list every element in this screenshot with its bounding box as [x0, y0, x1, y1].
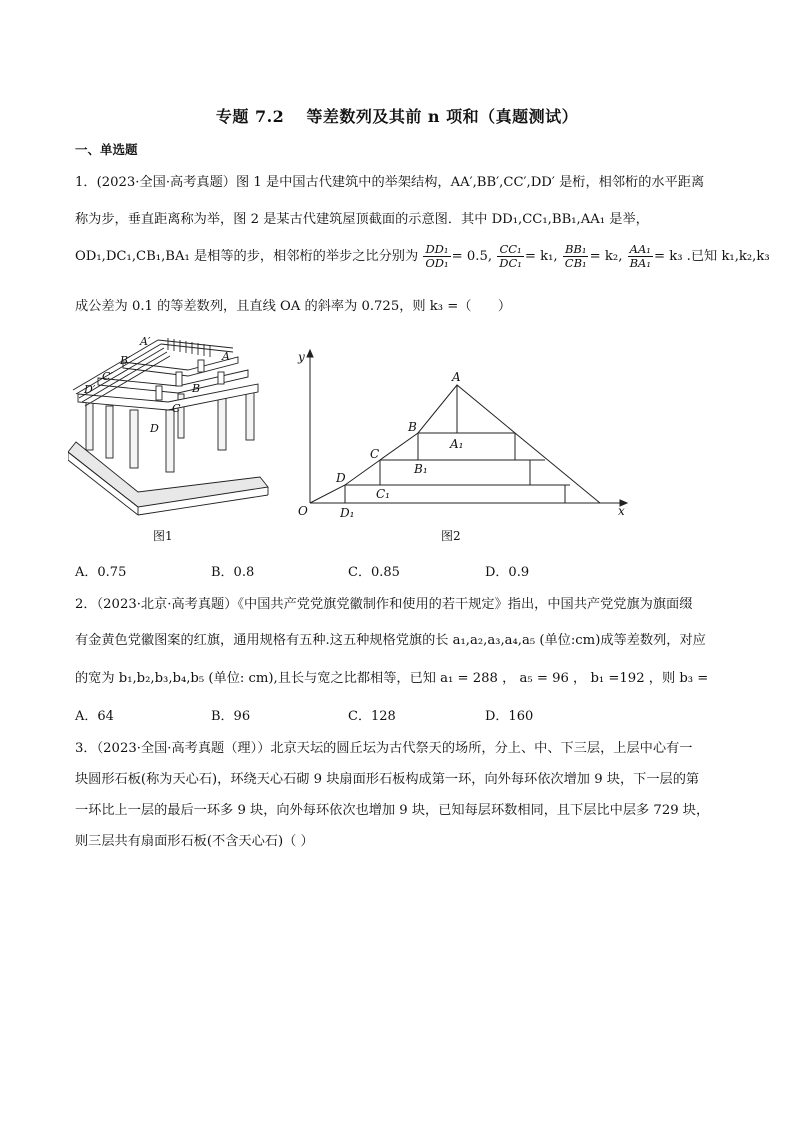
q1-line-1: 1．(2023·全国·高考真题）图 1 是中国古代建筑中的举架结构，AA′,BB′,CC′,DD′ 是桁，相邻桁的水平距离	[75, 175, 705, 190]
q1-choice-c[interactable]: C．0.85	[348, 565, 400, 580]
q2-line-3: 的宽为 b₁,b₂,b₃,b₄,b₅ (单位: cm),且长与宽之比都相等，已知 a₁ = 288 ， a₅ = 96 ， b₁ =192 ，则 b₃ =	[75, 671, 709, 686]
fig2-label-b: B	[408, 420, 417, 434]
fraction-4: $\frac{\text{AA₁}}{\text{BA₁}}$	[629, 242, 651, 270]
q2-line-2: 有金黄色党徽图案的红旗，通用规格有五种.这五种规格党旗的长 a₁,a₂,a₃,a₄,a₅ (单位:cm)成等差数列，对应	[75, 633, 706, 648]
q1-choice-a[interactable]: A．0.75	[75, 565, 127, 580]
fig2-label-y: y	[298, 350, 305, 364]
title-text: 等差数列及其前 n 项和（真题测试）	[306, 107, 579, 126]
q1-line-4: 成公差为 0.1 的等差数列，且直线 OA 的斜率为 0.725，则 k₃ =（ ）	[75, 299, 512, 314]
q2-choice-d[interactable]: D．160	[485, 709, 534, 724]
fig1-label-d-prime: D′	[84, 383, 96, 396]
q3-line-1: 3．（2023·全国·高考真题（理））北京天坛的圆丘坛为古代祭天的场所，分上、中、下三层，上层中心有一	[75, 741, 693, 756]
q3-line-3: 一环比上一层的最后一环多 9 块，向外每环依次也增加 9 块，已知每层环数相同，且下层比中层多 729 块，	[75, 803, 710, 818]
fig2-label-origin: O	[298, 504, 308, 518]
fig1-label-d: D	[150, 422, 159, 435]
q2-line-1: 2．（2023·北京·高考真题）《中国共产党党旗党徽制作和使用的若干规定》指出，中国共产党党旗为旗面缀	[75, 597, 693, 612]
fraction-1: $\frac{\text{DD₁}}{\text{OD₁}}$	[425, 242, 449, 270]
q2-choice-b[interactable]: B．96	[211, 709, 251, 724]
q1-line-3	[75, 243, 770, 270]
figure-1-caption: 图1	[153, 529, 173, 543]
fig1-label-a: A	[222, 350, 230, 363]
fig2-label-d1: D₁	[340, 506, 355, 520]
figure-2-caption: 图2	[441, 529, 461, 543]
q3-line-2: 块圆形石板(称为天心石)，环绕天心石砌 9 块扇面形石板构成第一环，向外每环依次增加 9 块，下一层的第	[75, 772, 700, 787]
q2-choice-c[interactable]: C．128	[348, 709, 396, 724]
fig2-label-d: D	[336, 471, 346, 485]
q3-line-4: 则三层共有扇面形石板(不含天心石)（ ）	[75, 834, 314, 849]
fig1-label-c-prime: C′	[102, 370, 113, 383]
fig1-label-b: B	[192, 382, 201, 395]
title-number: 专题 7.2	[215, 107, 285, 126]
fraction-2-value: = k₁,	[524, 249, 558, 264]
q1-choice-d[interactable]: D．0.9	[485, 565, 530, 580]
page-title	[0, 104, 794, 127]
fig2-label-c1: C₁	[376, 487, 390, 501]
fraction-2: $\frac{\text{CC₁}}{\text{DC₁}}$	[499, 242, 522, 270]
fig1-label-b-prime: B′	[120, 354, 131, 367]
fig2-label-a: A	[452, 370, 461, 384]
figure-1-roof-frame	[68, 332, 278, 522]
fig2-label-x: x	[618, 504, 625, 518]
fraction-1-value: = 0.5,	[451, 249, 493, 264]
q1-choice-b[interactable]: B．0.8	[211, 565, 255, 580]
figure-2-cross-section	[290, 345, 635, 520]
q1-line-2: 称为步，垂直距离称为举，图 2 是某古代建筑屋顶截面的示意图．其中 DD₁,CC₁,BB₁,AA₁ 是举，	[75, 212, 649, 227]
fig1-label-a-prime: A′	[140, 335, 151, 348]
fig2-label-c: C	[370, 447, 380, 461]
q1-line-3-text: OD₁,DC₁,CB₁,BA₁ 是相等的步，相邻桁的举步之比分别为	[75, 249, 419, 264]
section-heading: 一、单选题	[75, 142, 138, 157]
fraction-4-value: = k₃ .已知 k₁,k₂,k₃	[653, 249, 770, 264]
fraction-3: $\frac{\text{BB₁}}{\text{CB₁}}$	[564, 242, 587, 270]
q2-choice-a[interactable]: A．64	[75, 709, 114, 724]
fig1-label-c: C	[172, 402, 181, 415]
fraction-3-value: = k₂,	[589, 249, 623, 264]
fig2-label-b1: B₁	[414, 462, 428, 476]
fig2-label-a1: A₁	[450, 437, 464, 451]
